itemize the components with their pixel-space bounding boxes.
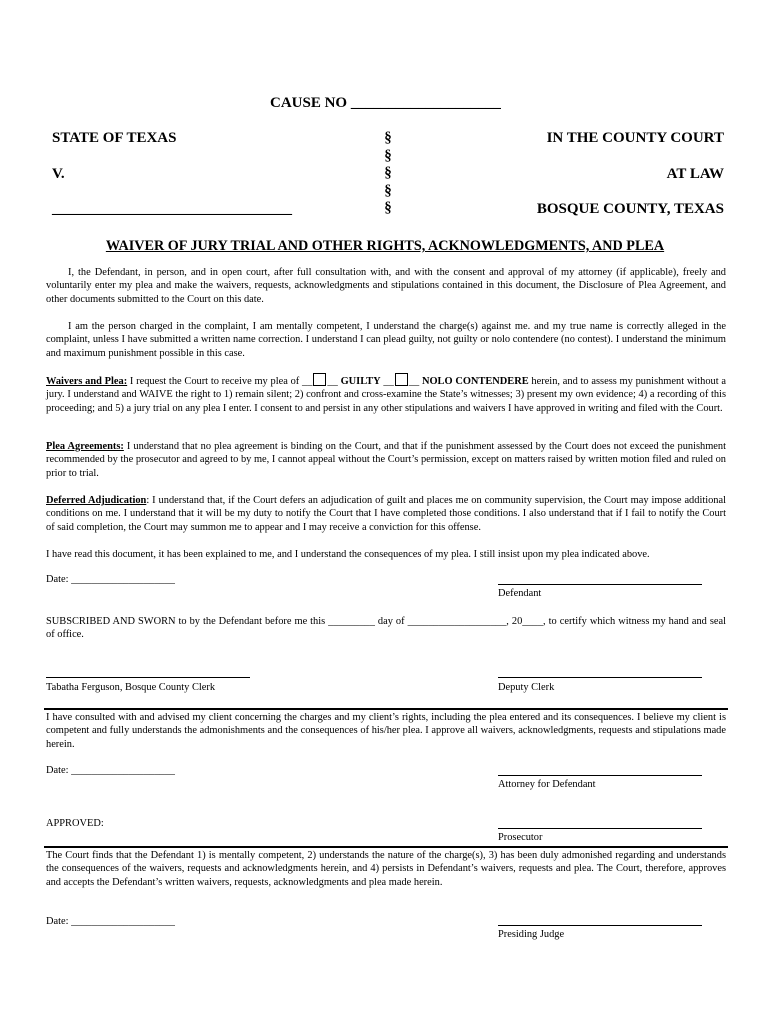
deferred-text: : I understand that, if the Court defers an adjudication of guilt and places me on community supervision, the Court may impose additional conditions on me. I understand that it will be my duty to notify the Court that I have completed those conditions. I also understand that if I fail to notify the Court of said completion, the Court may summon me to appear and I may receive a conviction for this offense. (46, 495, 726, 533)
court-county: BOSQUE COUNTY, TEXAS (536, 201, 724, 217)
attorney-label: Attorney for Defendant (498, 779, 596, 790)
deputy-signature-line[interactable] (498, 677, 702, 678)
paragraph-attorney: I have consulted with and advised my client concerning the charges and my client’s rights, including the plea entered and its consequences. I believe my client is competent and fully understands the admonishments and the consequences of his/her plea. I approve all waivers, acknowledgments, requests and stipulations made herein. (46, 712, 726, 750)
attorney-signature-line[interactable] (498, 775, 702, 776)
paragraph-sworn: SUBSCRIBED AND SWORN to by the Defendant before me this _________ day of ___________________, 20____, to certify which witness my hand and seal of office. (46, 616, 726, 641)
plea-text: I understand that no plea agreement is binding on the Court, and that if the punishment assessed by the Court does not exceed the punishment recommended by the prosecutor and agreed to by me, I cannot appeal without the Court’s permission, except on matters raised by written motion filed and ruled on prior to trial. (46, 441, 727, 479)
clerk-signature-line[interactable] (46, 677, 250, 678)
paragraph-plea-agreements (46, 440, 726, 480)
section-mark: § (384, 165, 392, 182)
guilty-label: GUILTY (340, 376, 381, 387)
paragraph-consent (46, 266, 726, 306)
court-name: IN THE COUNTY COURT (546, 130, 724, 146)
cause-number: CAUSE NO ____________________ (270, 95, 501, 111)
waivers-blank: __ (380, 376, 394, 387)
prosecutor-label: Prosecutor (498, 832, 543, 843)
section-divider (44, 708, 728, 710)
paragraph-waivers (46, 373, 726, 415)
approved-label: APPROVED: (46, 818, 104, 829)
waivers-heading: Waivers and Plea: (46, 376, 128, 387)
clerk-label: Tabatha Ferguson, Bosque County Clerk (46, 682, 216, 693)
court-law: AT LAW (666, 166, 724, 182)
section-mark: § (384, 200, 392, 217)
judge-label: Presiding Judge (498, 929, 565, 940)
waivers-intro: I request the Court to receive my plea of __ (127, 376, 313, 387)
prosecutor-signature-line[interactable] (498, 828, 702, 829)
guilty-checkbox[interactable] (313, 373, 326, 386)
section-divider (44, 846, 728, 848)
plea-heading: Plea Agreements: (46, 441, 124, 452)
section-mark: § (384, 147, 392, 164)
paragraph-consent-text: I, the Defendant, in person, and in open court, after full consultation with, and with the consent and approval of my attorney (if applicable), freely and voluntarily enter my plea and make the waivers, requests, acknowledgments and stipulations contained in this document, the Disclosure of Plea Agreement, and other documents submitted to the Court on this date. (46, 267, 726, 305)
waivers-blank: __ (408, 376, 422, 387)
waivers-blank: __ (327, 376, 341, 387)
party-state: STATE OF TEXAS (52, 130, 177, 146)
judge-signature-line[interactable] (498, 925, 702, 926)
document-title: WAIVER OF JURY TRIAL AND OTHER RIGHTS, ACKNOWLEDGMENTS, AND PLEA (105, 238, 665, 254)
nolo-checkbox[interactable] (395, 373, 408, 386)
section-marks (382, 130, 394, 218)
paragraph-deferred (46, 494, 726, 534)
paragraph-read: I have read this document, it has been explained to me, and I understand the consequences of my plea. I still insist upon my plea indicated above. (46, 549, 650, 560)
paragraph-competence-text: I am the person charged in the complaint, I am mentally competent, I understand the charge(s) against me. and my true name is correctly alleged in the complaint, unless I have submitted a written name correction. I understand I can plead guilty, not guilty or nolo contendere (no contest). I understand the minimum and maximum punishment possible in this case. (46, 321, 726, 359)
defendant-label: Defendant (498, 588, 542, 599)
defendant-signature-line[interactable] (498, 584, 702, 585)
nolo-label: NOLO CONTENDERE (421, 376, 529, 387)
judge-date-field[interactable]: Date: ____________________ (46, 916, 176, 927)
waivers-text: herein, and to assess my punishment without a jury. I understand and WAIVE the right to 1) remain silent; 2) confront and cross-examine the State’s witnesses; 3) present my own evidence; 4) a recording of this proceeding; and 5) a jury trial on any plea I enter. I consent to and persist in any other stipulations and waivers I have approved in writing and filed with the Court. (46, 376, 726, 414)
deputy-clerk-label: Deputy Clerk (498, 682, 555, 693)
attorney-date-field[interactable]: Date: ____________________ (46, 765, 176, 776)
party-versus: V. (52, 166, 65, 182)
paragraph-competence (46, 320, 726, 360)
defendant-name-line: ________________________________ (52, 201, 292, 217)
paragraph-court-finding: The Court finds that the Defendant 1) is mentally competent, 2) understands the nature of the charge(s), 3) has been duly admonished regarding and understands the consequences of the waivers, requests and acknowledgments herein, and 4) persists in Defendant’s waivers, requests and plea. The Court, therefore, approves and accepts the Defendant’s written waivers, requests, acknowledgments and plea made herein. (46, 850, 726, 888)
deferred-heading: Deferred Adjudication (46, 495, 147, 506)
defendant-date-field[interactable]: Date: ____________________ (46, 574, 176, 585)
section-mark: § (384, 130, 392, 146)
section-mark: § (384, 182, 392, 199)
